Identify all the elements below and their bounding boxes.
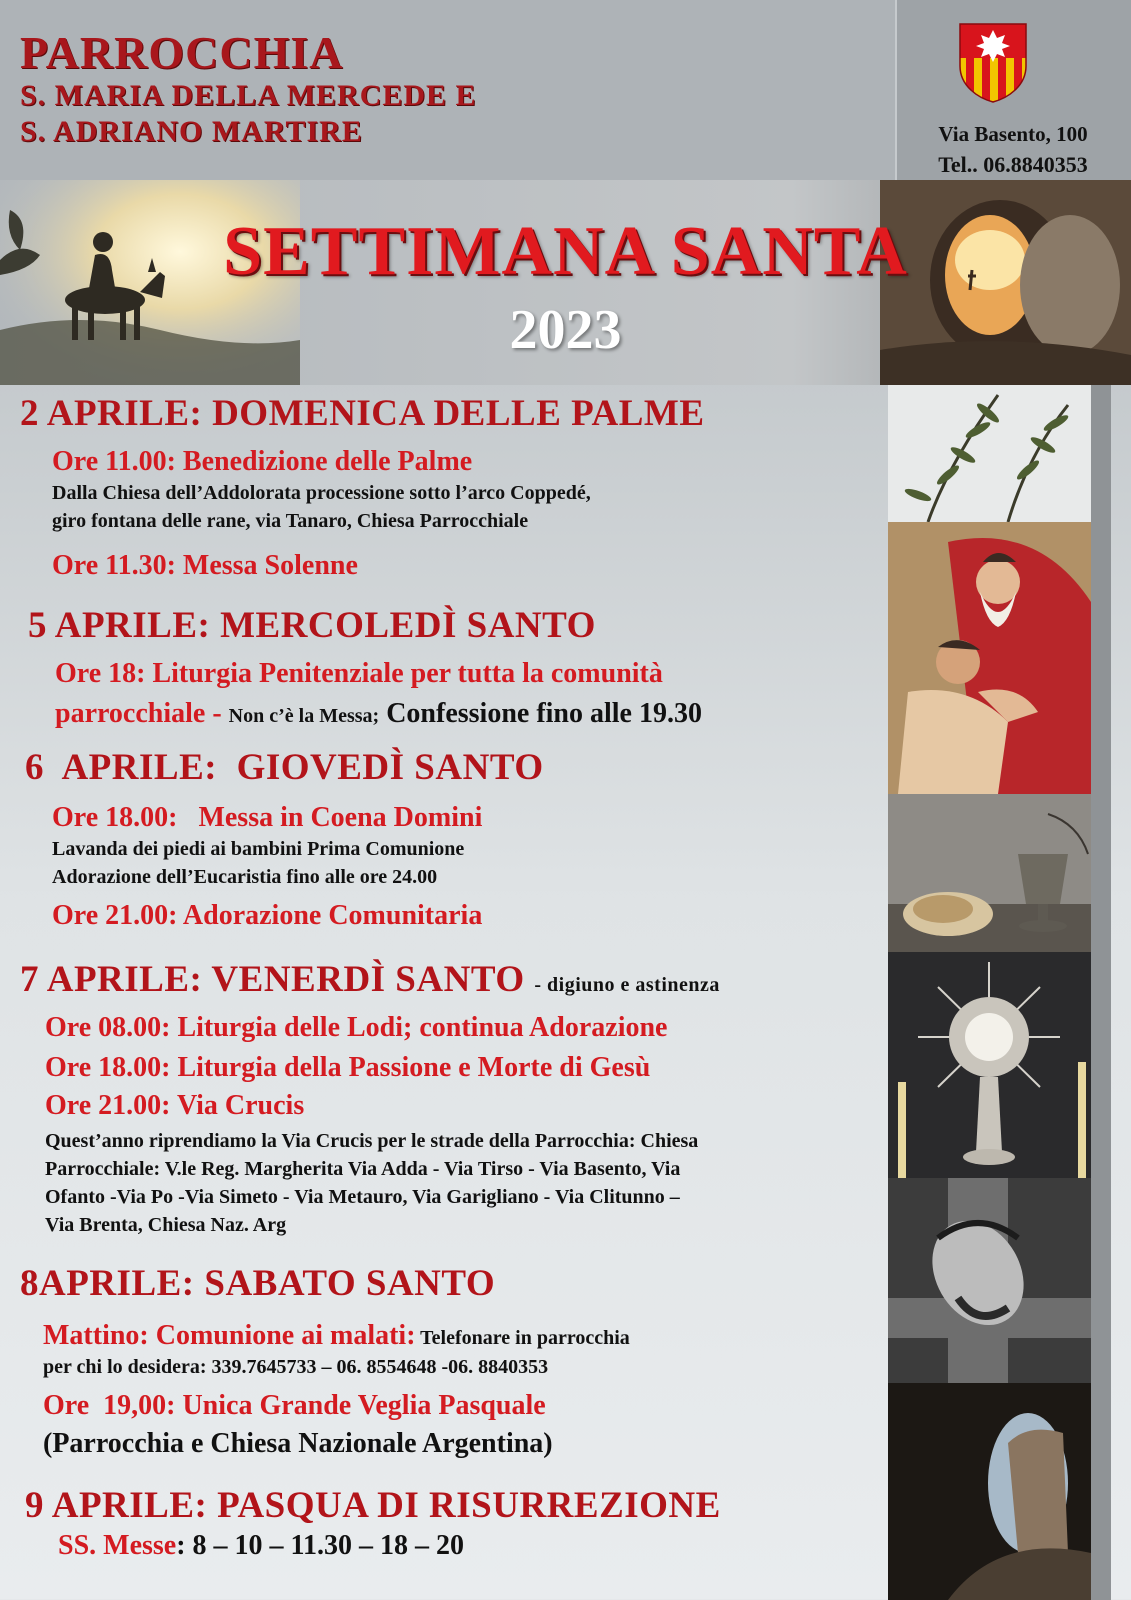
day-title: APRILE: DOMENICA DELLE PALME bbox=[46, 393, 705, 434]
mass-times: : 8 – 10 – 11.30 – 18 – 20 bbox=[176, 1530, 465, 1561]
event-line: Ore 18.00: Messa in Coena Domini bbox=[52, 802, 483, 833]
parish-subtitle-1: S. MARIA DELLA MERCEDE E bbox=[20, 79, 477, 112]
year: 2023 bbox=[509, 299, 622, 361]
event-line: Ore 21.00: Via Crucis bbox=[45, 1090, 305, 1121]
day-suffix: - digiuno e astinenza bbox=[534, 974, 720, 996]
note-line: Adorazione dell’Eucaristia fino alle ore 24.00 bbox=[52, 866, 438, 888]
side-image-column bbox=[888, 385, 1091, 1600]
note-inline-large: Confessione fino alle 19.30 bbox=[379, 698, 702, 729]
note-inline: Telefonare in parrocchia bbox=[415, 1327, 630, 1349]
event-line: Ore 18: Liturgia Penitenziale per tutta la comunità bbox=[55, 658, 663, 689]
day-heading-holy-thursday bbox=[25, 746, 544, 789]
day-heading-easter bbox=[25, 1484, 721, 1527]
page-title: SETTIMANA SANTA bbox=[223, 213, 908, 290]
day-title: APRILE: GIOVEDÌ SANTO bbox=[53, 747, 544, 788]
event-line: Ore 19,00: Unica Grande Veglia Pasquale bbox=[43, 1390, 546, 1421]
event-line: Ore 11.30: Messa Solenne bbox=[52, 550, 358, 581]
note-line: Lavanda dei piedi ai bambini Prima Comunione bbox=[52, 838, 465, 860]
event-text: SS. Messe bbox=[58, 1530, 177, 1561]
day-number: 7 bbox=[20, 959, 39, 1000]
monstrance-image bbox=[888, 952, 1091, 1178]
parish-subtitle-2: S. ADRIANO MARTIRE bbox=[20, 115, 363, 148]
day-number: 2 bbox=[20, 393, 39, 434]
event-line bbox=[58, 1530, 464, 1562]
prodigal-son-painting-image bbox=[888, 522, 1091, 794]
event-line: Ore 11.00: Benedizione delle Palme bbox=[52, 446, 473, 477]
address: Via Basento, 100 bbox=[938, 122, 1088, 146]
day-number: 6 bbox=[25, 747, 44, 788]
event-line: Ore 21.00: Adorazione Comunitaria bbox=[52, 900, 483, 931]
crest-icon bbox=[958, 22, 1028, 104]
phone-number: Tel.. 06.8840353 bbox=[938, 152, 1088, 177]
note-line: Quest’anno riprendiamo la Via Crucis per le strade della Parrocchia: Chiesa bbox=[45, 1130, 699, 1152]
day-title: APRILE: MERCOLEDÌ SANTO bbox=[54, 605, 596, 646]
event-line: Ore 08.00: Liturgia delle Lodi; continua Adorazione bbox=[45, 1012, 668, 1043]
day-number: 8 bbox=[20, 1263, 39, 1304]
event-line: Ore 18.00: Liturgia della Passione e Morte di Gesù bbox=[45, 1052, 651, 1083]
note-line: Ofanto -Via Po -Via Simeto - Via Metauro, Via Garigliano - Via Clitunno – bbox=[45, 1186, 680, 1208]
note-line: giro fontana delle rane, via Tanaro, Chiesa Parrocchiale bbox=[52, 510, 529, 532]
note-line-large: (Parrocchia e Chiesa Nazionale Argentina) bbox=[43, 1428, 553, 1459]
day-number: 5 bbox=[28, 605, 47, 646]
day-heading-good-friday bbox=[20, 958, 720, 1001]
note-inline: Non c’è la Messa; bbox=[228, 705, 380, 727]
day-heading-palm-sunday bbox=[20, 392, 705, 435]
day-number: 9 bbox=[25, 1485, 44, 1526]
side-strip bbox=[1091, 385, 1111, 1600]
olive-branches-image bbox=[888, 385, 1091, 522]
crown-of-thorns-image bbox=[888, 1178, 1091, 1383]
event-text: parrocchiale - bbox=[55, 698, 229, 729]
event-text: Mattino: Comunione ai malati: bbox=[43, 1320, 416, 1351]
day-title: APRILE: SABATO SANTO bbox=[39, 1263, 496, 1304]
note-line: per chi lo desidera: 339.7645733 – 06. 8554648 -06. 8840353 bbox=[43, 1356, 549, 1378]
parish-name: PARROCCHIA bbox=[20, 27, 344, 78]
day-heading-holy-wednesday bbox=[28, 604, 596, 647]
day-heading-holy-saturday bbox=[20, 1262, 495, 1305]
note-line: Via Brenta, Chiesa Naz. Arg bbox=[45, 1214, 287, 1236]
event-line-continued bbox=[55, 698, 702, 730]
bread-and-chalice-image bbox=[888, 794, 1091, 952]
note-line: Dalla Chiesa dell’Addolorata processione sotto l’arco Coppedé, bbox=[52, 482, 591, 504]
day-title: APRILE: PASQUA DI RISURREZIONE bbox=[51, 1485, 721, 1526]
note-line: Parrocchiale: V.le Reg. Margherita Via Adda - Via Tirso - Via Basento, Via bbox=[45, 1158, 681, 1180]
event-line bbox=[43, 1320, 630, 1352]
day-title: APRILE: VENERDÌ SANTO bbox=[46, 959, 525, 1000]
open-tomb-image bbox=[888, 1383, 1091, 1600]
